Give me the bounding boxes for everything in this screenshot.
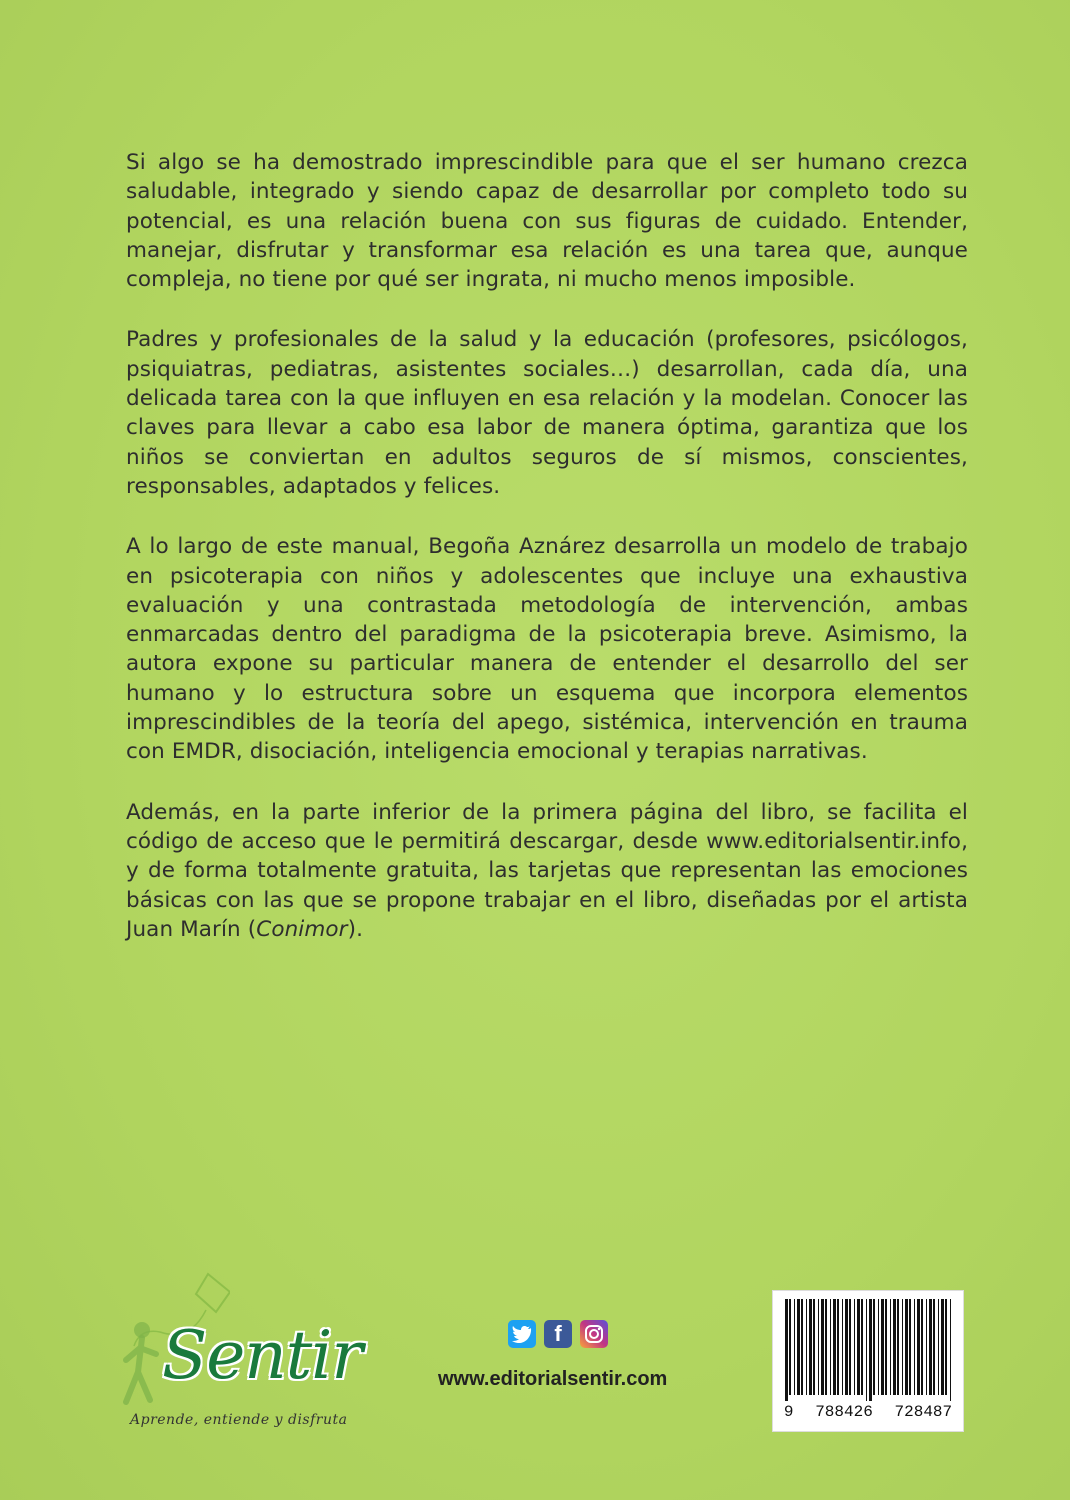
barcode-bar [885,1299,887,1395]
barcode-bar [830,1299,831,1395]
synopsis [126,148,968,975]
barcode-bar [857,1299,860,1395]
barcode-bar [785,1299,788,1401]
barcode-bar [821,1299,824,1395]
barcode-bar [833,1299,836,1395]
barcode-bar [905,1299,908,1395]
tagline: Aprende, entiende y disfruta [130,1412,348,1428]
barcode-bar [818,1299,819,1395]
barcode-bar [938,1299,939,1395]
barcode-bar [813,1299,815,1395]
isbn-part: 788426 [815,1403,873,1421]
paragraph-2: Padres y profesionales de la salud y la educación (profesores, psicólogos, psiquiatras, pediatras, asistentes sociales…) desarrollan, cada día, una delicada tarea con la que influyen en esa relación y la modelan. Conocer las claves para llevar a cabo esa labor de manera óptima, garantiza que los niños se conviertan en adultos seguros de sí mismos, conscientes, responsables, adaptados y felices. [126,327,968,499]
publisher-website[interactable]: www.editorialsentir.com [438,1368,668,1390]
instagram-icon[interactable] [580,1320,608,1348]
barcode-bar [890,1299,891,1395]
barcode-bar [861,1299,863,1395]
barcode-bar [897,1299,899,1395]
facebook-icon[interactable]: f [544,1320,572,1348]
barcode-bar [914,1299,915,1395]
barcode-bar [950,1299,951,1401]
paragraph-4-text: Además, en la parte inferior de la primera página del libro, se facilita el código de acceso que le permitirá descargar, desde www.editorialsentir.info, y de forma totalmente gratuita, las tarjetas que representan las emociones básicas con las que se propone trabajar en el libro, diseñadas por el artista Juan Marín ( [126,799,968,942]
barcode-bar [849,1299,851,1395]
twitter-icon[interactable] [508,1320,536,1348]
barcode-bar [809,1299,812,1395]
barcode-bar [878,1299,879,1395]
barcode-bar [789,1299,791,1395]
barcode-bar [921,1299,923,1395]
barcode-bar [801,1299,803,1395]
barcode-bar [881,1299,884,1395]
barcode-bar [797,1299,800,1395]
artist-alias: Conimor [256,916,348,942]
isbn-number [773,1403,963,1421]
barcode-bar [933,1299,935,1395]
barcode-bar [866,1299,867,1401]
isbn-part: 728487 [894,1403,953,1421]
barcode-bar [845,1299,848,1395]
barcode-bars [773,1291,963,1401]
barcode-bar [837,1299,839,1395]
barcode-bar [917,1299,920,1395]
barcode-bar [873,1299,875,1395]
barcode-bar [825,1299,827,1395]
barcode-bar [893,1299,896,1395]
barcode-bar [945,1299,947,1395]
barcode-bar [902,1299,903,1395]
paragraph-1: Si algo se ha demostrado imprescindible para que el ser humano crezca saludable, integrado y siendo capaz de desarrollar por completo todo su potencial, es una relación buena con sus figuras de cuidado. Entender, manejar, disfrutar y transformar esa relación es una tarea que, aunque compleja, no tiene por qué ser ingrata, ni mucho menos imposible. [126,150,968,293]
barcode-bar [854,1299,855,1395]
barcode-bar [929,1299,932,1395]
isbn-part: 9 [783,1403,794,1421]
isbn-barcode [772,1290,964,1432]
paragraph-3: A lo largo de este manual, Begoña Aznárez desarrolla un modelo de trabajo en psicoterapia con niños y adolescentes que incluye una exhaustiva evaluación y una contrastada metodología de intervención, ambas enmarcadas dentro del paradigma de la psicoterapia breve. Asimismo, la autora expone su particular manera de entender el desarrollo del ser humano y lo estructura sobre un esquema que incorpora elementos imprescindibles de la teoría del apego, sistémica, intervención en trauma con EMDR, disociación, inteligencia emocional y terapias narrativas. [126,534,968,765]
barcode-bar [806,1299,807,1395]
barcode-bar [941,1299,944,1395]
barcode-bar [794,1299,795,1395]
barcode-bar [909,1299,911,1395]
barcode-bar [926,1299,927,1395]
barcode-bar [869,1299,872,1401]
paragraph-4-end: ). [347,916,364,942]
social-links [508,1320,608,1348]
paragraph-4 [126,798,968,944]
barcode-bar [842,1299,843,1395]
brand-wordmark: Sentir [162,1317,362,1394]
publisher-logo [120,1272,360,1442]
